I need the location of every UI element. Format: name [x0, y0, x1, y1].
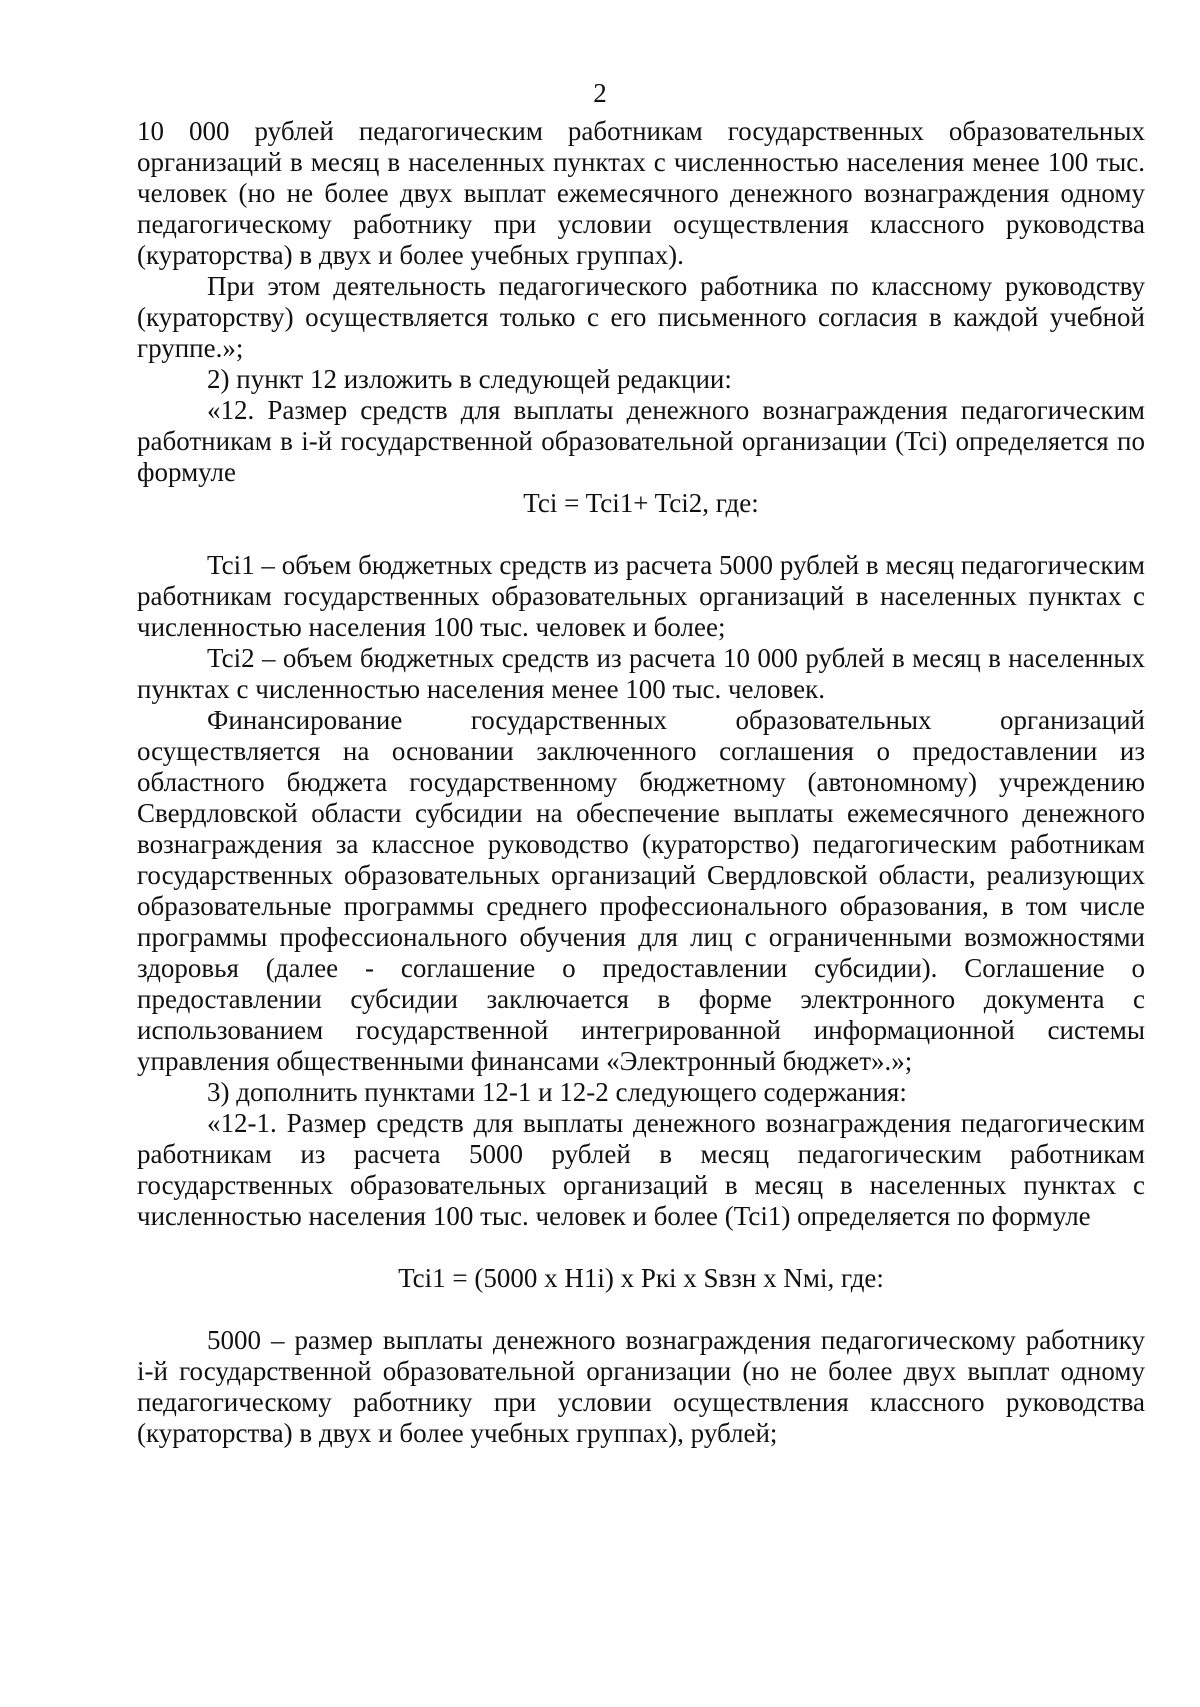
definition-5000: 5000 – размер выплаты денежного вознаграждения педагогическому работнику i-й государственной образовательной организации (но не более двух выплат одному педагогическому работнику при условии осуществления классного руководства (кураторства) в двух и более учебных группах), рублей; — [137, 1325, 1145, 1448]
document-body — [137, 116, 1145, 1449]
paragraph-item-2: 2) пункт 12 изложить в следующей редакции: — [207, 364, 732, 394]
definition-tci2: Tci2 – объем бюджетных средств из расчета 10 000 рублей в месяц в населенных пунктах с численностью населения менее 100 тыс. человек. — [137, 643, 1145, 704]
formula-tci1: Tci1 = (5000 х H1i) х Pкi х Sвзн х Nмi, где: — [398, 1263, 884, 1293]
paragraph-continuation: 10 000 рублей педагогическим работникам государственных образовательных организаций в месяц в населенных пунктах с численностью населения менее 100 тыс. человек (но не более двух выплат ежемесячного денежного вознаграждения одному педагогическому работнику при условии осуществления классного руководства (кураторства) в двух и более учебных группах). — [137, 116, 1145, 270]
page-number: 2 — [593, 78, 607, 108]
formula-tci: Tci = Tci1+ Tci2, где: — [523, 488, 759, 518]
paragraph-financing: Финансирование государственных образовательных организаций осуществляется на основании заключенного соглашения о предоставлении из областного бюджета государственному бюджетному (автономному) учреждению Свердловской области субсидии на обеспечение выплаты ежемесячного денежного вознаграждения за классное руководство (кураторство) педагогическим работникам государственных образовательных организаций Свердловской области, реализующих образовательные программы среднего профессионального образования, в том числе программы профессионального обучения для лиц с ограниченными возможностями здоровья (далее - соглашение о предоставлении субсидии). Соглашение о предоставлении субсидии заключается в форме электронного документа с использованием государственной интегрированной информационной системы управления общественными финансами «Электронный бюджет».»; — [137, 705, 1145, 1076]
spacer — [137, 1232, 1145, 1263]
definition-tci1: Tci1 – объем бюджетных средств из расчета 5000 рублей в месяц педагогическим работникам государственных образовательных организаций в населенных пунктах с численностью населения 100 тыс. человек и более; — [137, 550, 1145, 642]
spacer — [137, 1294, 1145, 1325]
spacer — [137, 519, 1145, 550]
paragraph-clause-12: «12. Размер средств для выплаты денежного вознаграждения педагогическим работникам в i-й государственной образовательной организации (Tci) определяется по формуле — [137, 395, 1145, 487]
paragraph-clause-12-1: «12-1. Размер средств для выплаты денежного вознаграждения педагогическим работникам из расчета 5000 рублей в месяц педагогическим работникам государственных образовательных организаций в месяц в населенных пунктах с численностью населения 100 тыс. человек и более (Tci1) определяется по формуле — [137, 1108, 1145, 1231]
paragraph-item-3: 3) дополнить пунктами 12-1 и 12-2 следующего содержания: — [207, 1077, 907, 1107]
paragraph-consent: При этом деятельность педагогического работника по классному руководству (кураторству) осуществляется только с его письменного согласия в каждой учебной группе.»; — [137, 271, 1145, 363]
